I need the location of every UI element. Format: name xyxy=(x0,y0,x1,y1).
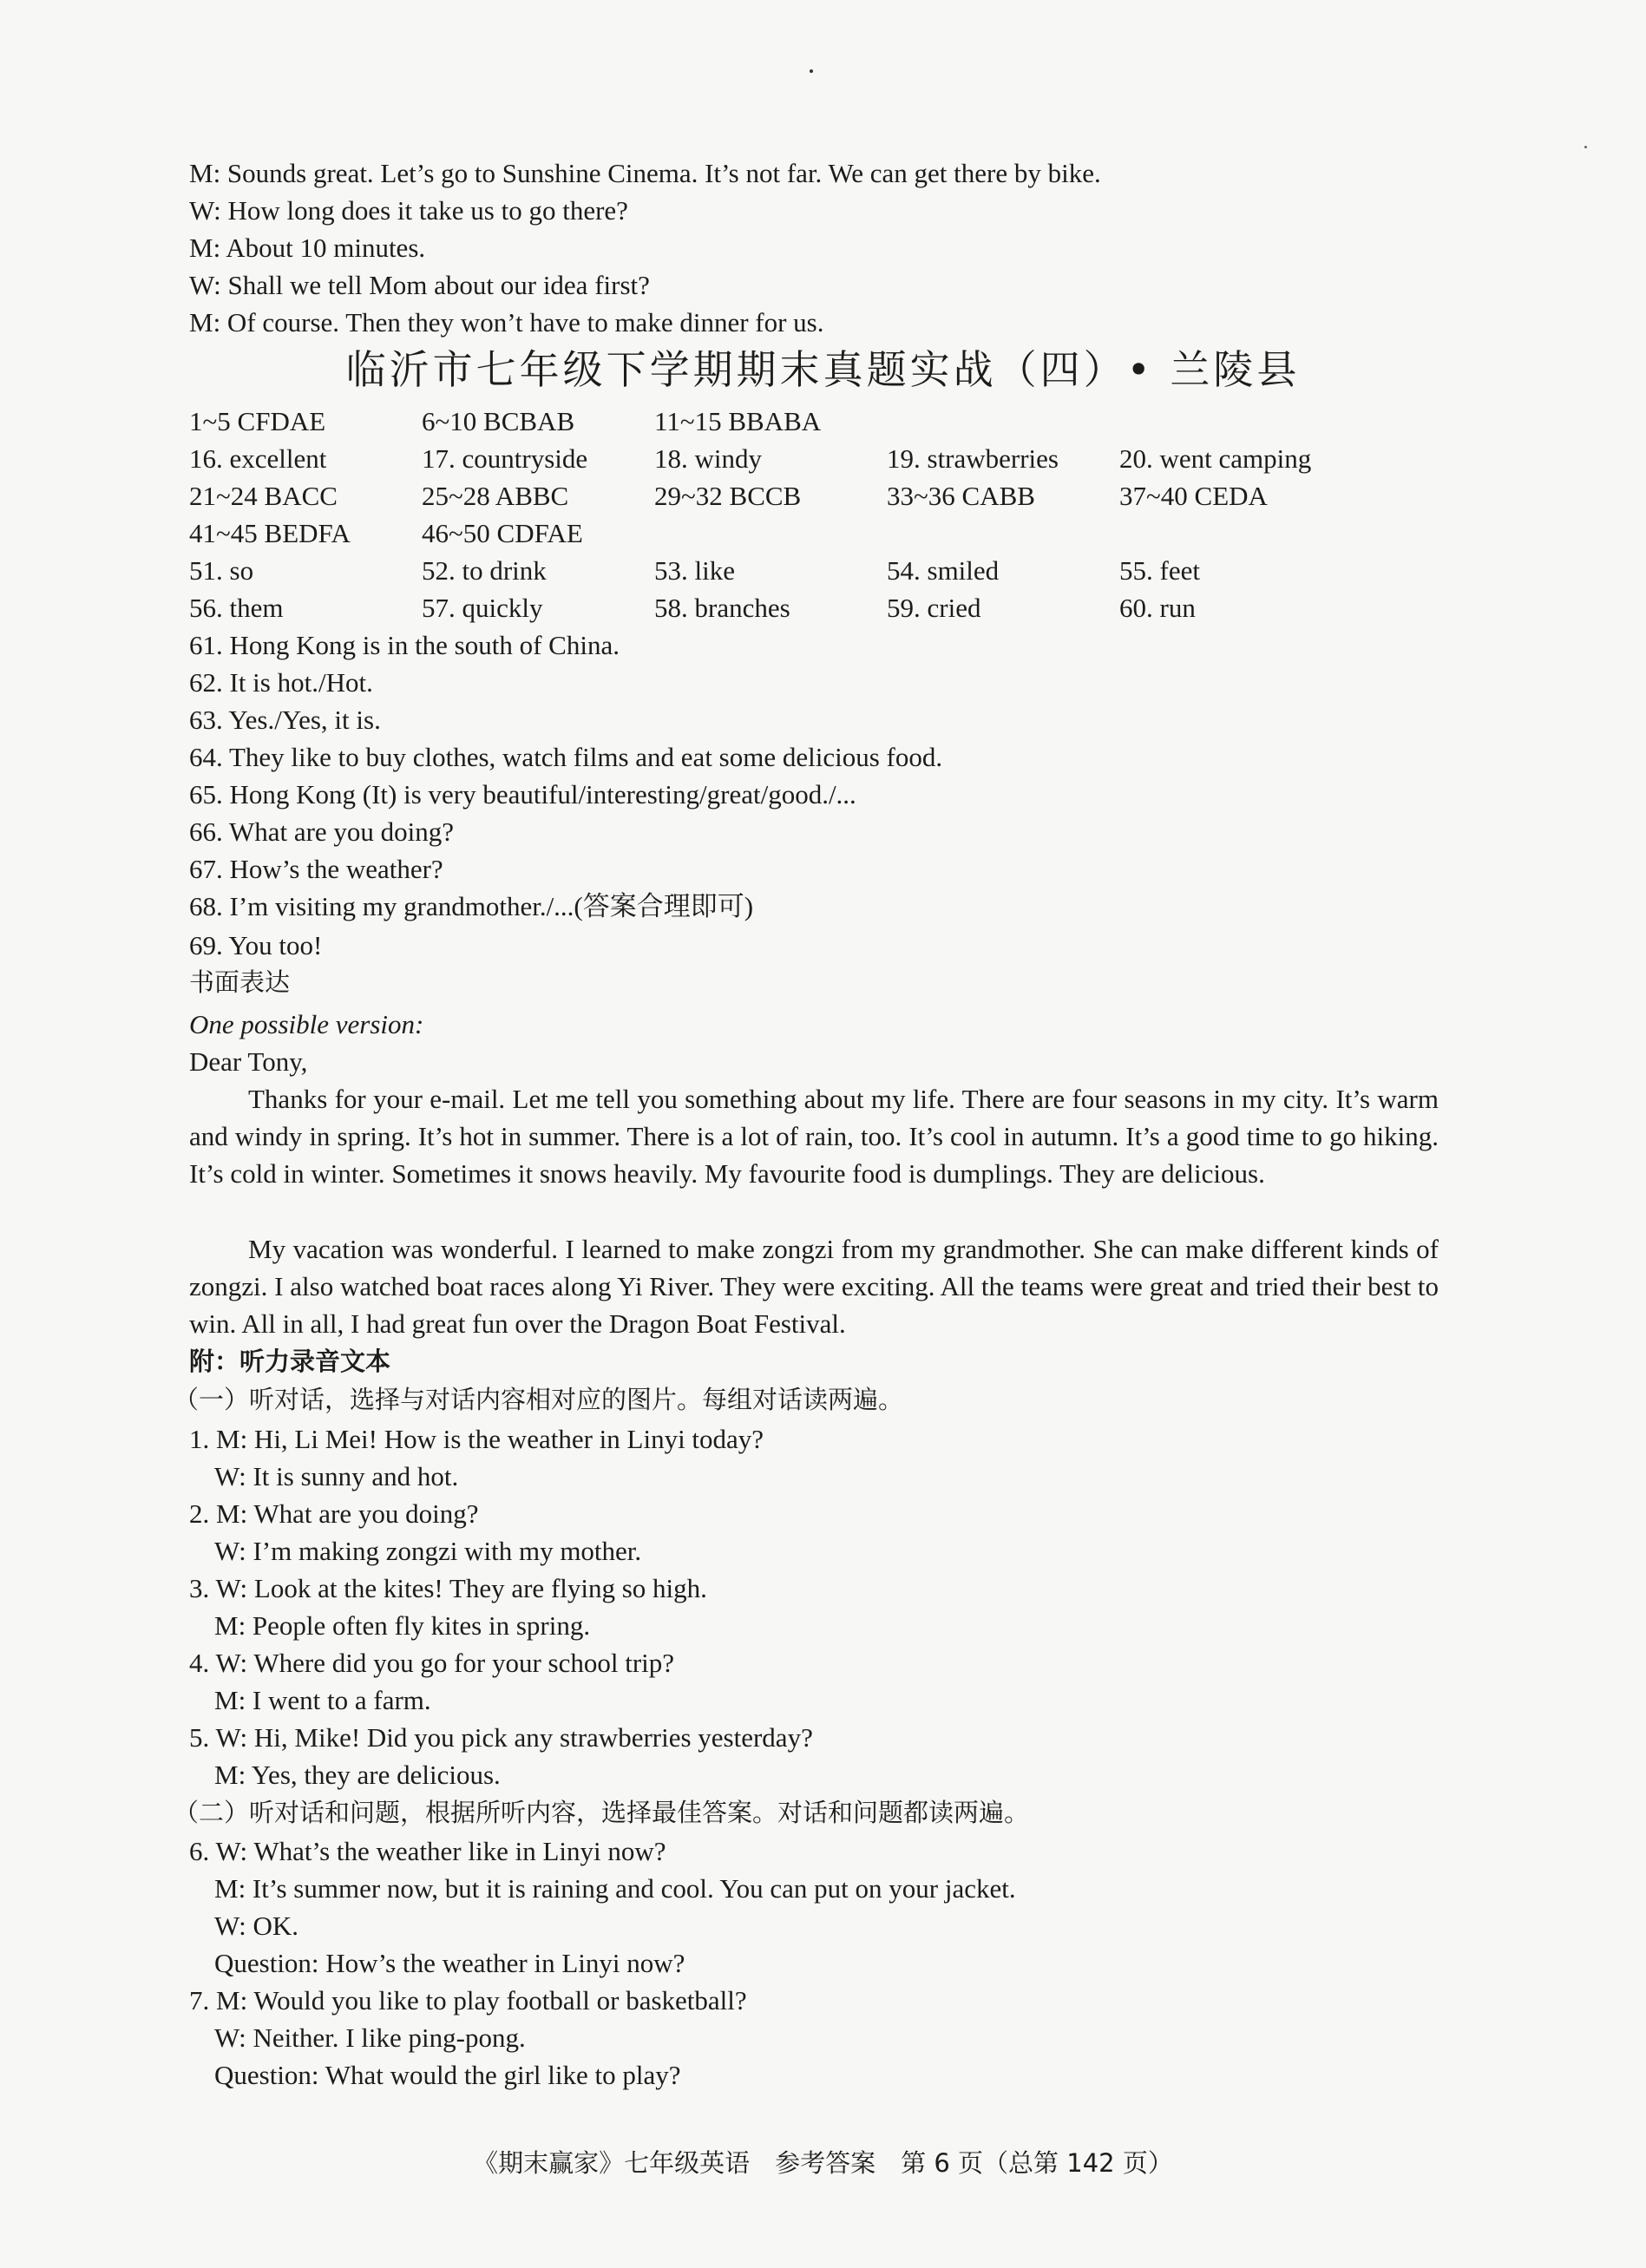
transcript-line: W: Neither. I like ping-pong. xyxy=(214,2022,526,2053)
dialogue-line: M: About 10 minutes. xyxy=(189,233,426,263)
answer-cell: 59. cried xyxy=(887,593,981,623)
transcript-line: 3. W: Look at the kites! They are flying so high. xyxy=(189,1573,707,1603)
answer-cell: 52. to drink xyxy=(422,555,547,586)
short-answer: 67. How’s the weather? xyxy=(189,854,443,884)
letter-greeting: Dear Tony, xyxy=(189,1046,308,1077)
answer-cell: 58. branches xyxy=(654,593,790,623)
answer-cell: 19. strawberries xyxy=(887,443,1059,474)
transcript-line: M: I went to a farm. xyxy=(214,1685,431,1715)
answer-cell: 20. went camping xyxy=(1119,443,1312,474)
answer-cell: 33~36 CABB xyxy=(887,481,1035,511)
transcript-line: W: OK. xyxy=(214,1911,298,1941)
answer-cell: 21~24 BACC xyxy=(189,481,338,511)
transcript-line: W: I’m making zongzi with my mother. xyxy=(214,1536,642,1566)
transcript-line: W: It is sunny and hot. xyxy=(214,1461,459,1491)
transcript-line: 2. M: What are you doing? xyxy=(189,1498,479,1529)
short-answer: 64. They like to buy clothes, watch films and eat some delicious food. xyxy=(189,742,943,772)
short-answer: 63. Yes./Yes, it is. xyxy=(189,705,381,735)
transcript-line: M: It’s summer now, but it is raining and cool. You can put on your jacket. xyxy=(214,1873,1016,1904)
answer-cell: 41~45 BEDFA xyxy=(189,518,351,548)
answer-cell: 11~15 BBABA xyxy=(654,406,822,436)
dialogue-line: W: Shall we tell Mom about our idea first? xyxy=(189,270,650,300)
short-answer: 69. You too! xyxy=(189,930,323,960)
transcript-line: M: Yes, they are delicious. xyxy=(214,1760,501,1790)
answer-cell: 1~5 CFDAE xyxy=(189,406,326,436)
scan-speck xyxy=(810,69,813,73)
page-footer: 《期末赢家》七年级英语 参考答案 第 6 页（总第 142 页） xyxy=(473,2148,1173,2178)
answer-cell: 51. so xyxy=(189,555,254,586)
transcript-line: M: People often fly kites in spring. xyxy=(214,1610,591,1641)
part1-instruction: （一）听对话，选择与对话内容相对应的图片。每组对话读两遍。 xyxy=(174,1385,904,1414)
answer-cell: 18. windy xyxy=(654,443,762,474)
transcript-line: 6. W: What’s the weather like in Linyi now? xyxy=(189,1836,666,1866)
answer-cell: 57. quickly xyxy=(422,593,543,623)
answer-cell: 25~28 ABBC xyxy=(422,481,569,511)
transcript-line: Question: What would the girl like to play? xyxy=(214,2060,681,2090)
part2-instruction: （二）听对话和问题，根据所听内容，选择最佳答案。对话和问题都读两遍。 xyxy=(174,1798,1030,1827)
writing-heading: 书面表达 xyxy=(189,967,291,997)
letter-paragraph: My vacation was wonderful. I learned to make zongzi from my grandmother. She can make different kinds of zongzi. I also watched boat races along Yi River. They were exciting. All the teams were great and tried their best to win. All in all, I had great fun over the Dragon Boat Festival. xyxy=(189,1234,1439,1339)
short-answer: 65. Hong Kong (It) is very beautiful/interesting/great/good./... xyxy=(189,779,856,810)
answer-cell: 37~40 CEDA xyxy=(1119,481,1268,511)
letter-paragraph: Thanks for your e-mail. Let me tell you something about my life. There are four seasons in my city. It’s warm and windy in spring. It’s hot in summer. There is a lot of rain, too. It’s cool in autumn. It’s a good time to go hiking. It’s cold in winter. Sometimes it snows heavily. My favourite food is dumplings. They are delicious. xyxy=(189,1084,1439,1189)
dialogue-line: M: Sounds great. Let’s go to Sunshine Cinema. It’s not far. We can get there by bike. xyxy=(189,158,1101,188)
answer-cell: 56. them xyxy=(189,593,284,623)
answer-cell: 46~50 CDFAE xyxy=(422,518,583,548)
short-answer: 61. Hong Kong is in the south of China. xyxy=(189,630,620,660)
appendix-heading: 附：听力录音文本 xyxy=(189,1347,391,1376)
answer-cell: 17. countryside xyxy=(422,443,588,474)
scan-speck xyxy=(1584,146,1587,148)
transcript-line: 4. W: Where did you go for your school trip? xyxy=(189,1648,675,1678)
answer-cell: 55. feet xyxy=(1119,555,1200,586)
transcript-line: 5. W: Hi, Mike! Did you pick any strawberries yesterday? xyxy=(189,1722,813,1753)
dialogue-line: M: Of course. Then they won’t have to make dinner for us. xyxy=(189,307,824,338)
answer-cell: 6~10 BCBAB xyxy=(422,406,575,436)
answer-cell: 54. smiled xyxy=(887,555,1000,586)
short-answer: 68. I’m visiting my grandmother./...(答案合理即可) xyxy=(189,891,754,921)
answer-cell: 16. excellent xyxy=(189,443,327,474)
dialogue-line: W: How long does it take us to go there? xyxy=(189,195,628,226)
answer-cell: 60. run xyxy=(1119,593,1196,623)
version-label: One possible version: xyxy=(189,1009,424,1039)
section-title: 临沂市七年级下学期期末真题实战（四）• 兰陵县 xyxy=(345,346,1301,393)
short-answer: 66. What are you doing? xyxy=(189,816,455,847)
short-answer: 62. It is hot./Hot. xyxy=(189,667,373,698)
transcript-line: Question: How’s the weather in Linyi now? xyxy=(214,1948,685,1978)
transcript-line: 1. M: Hi, Li Mei! How is the weather in Linyi today? xyxy=(189,1424,764,1454)
transcript-line: 7. M: Would you like to play football or basketball? xyxy=(189,1985,747,2016)
answer-cell: 53. like xyxy=(654,555,735,586)
answer-cell: 29~32 BCCB xyxy=(654,481,802,511)
